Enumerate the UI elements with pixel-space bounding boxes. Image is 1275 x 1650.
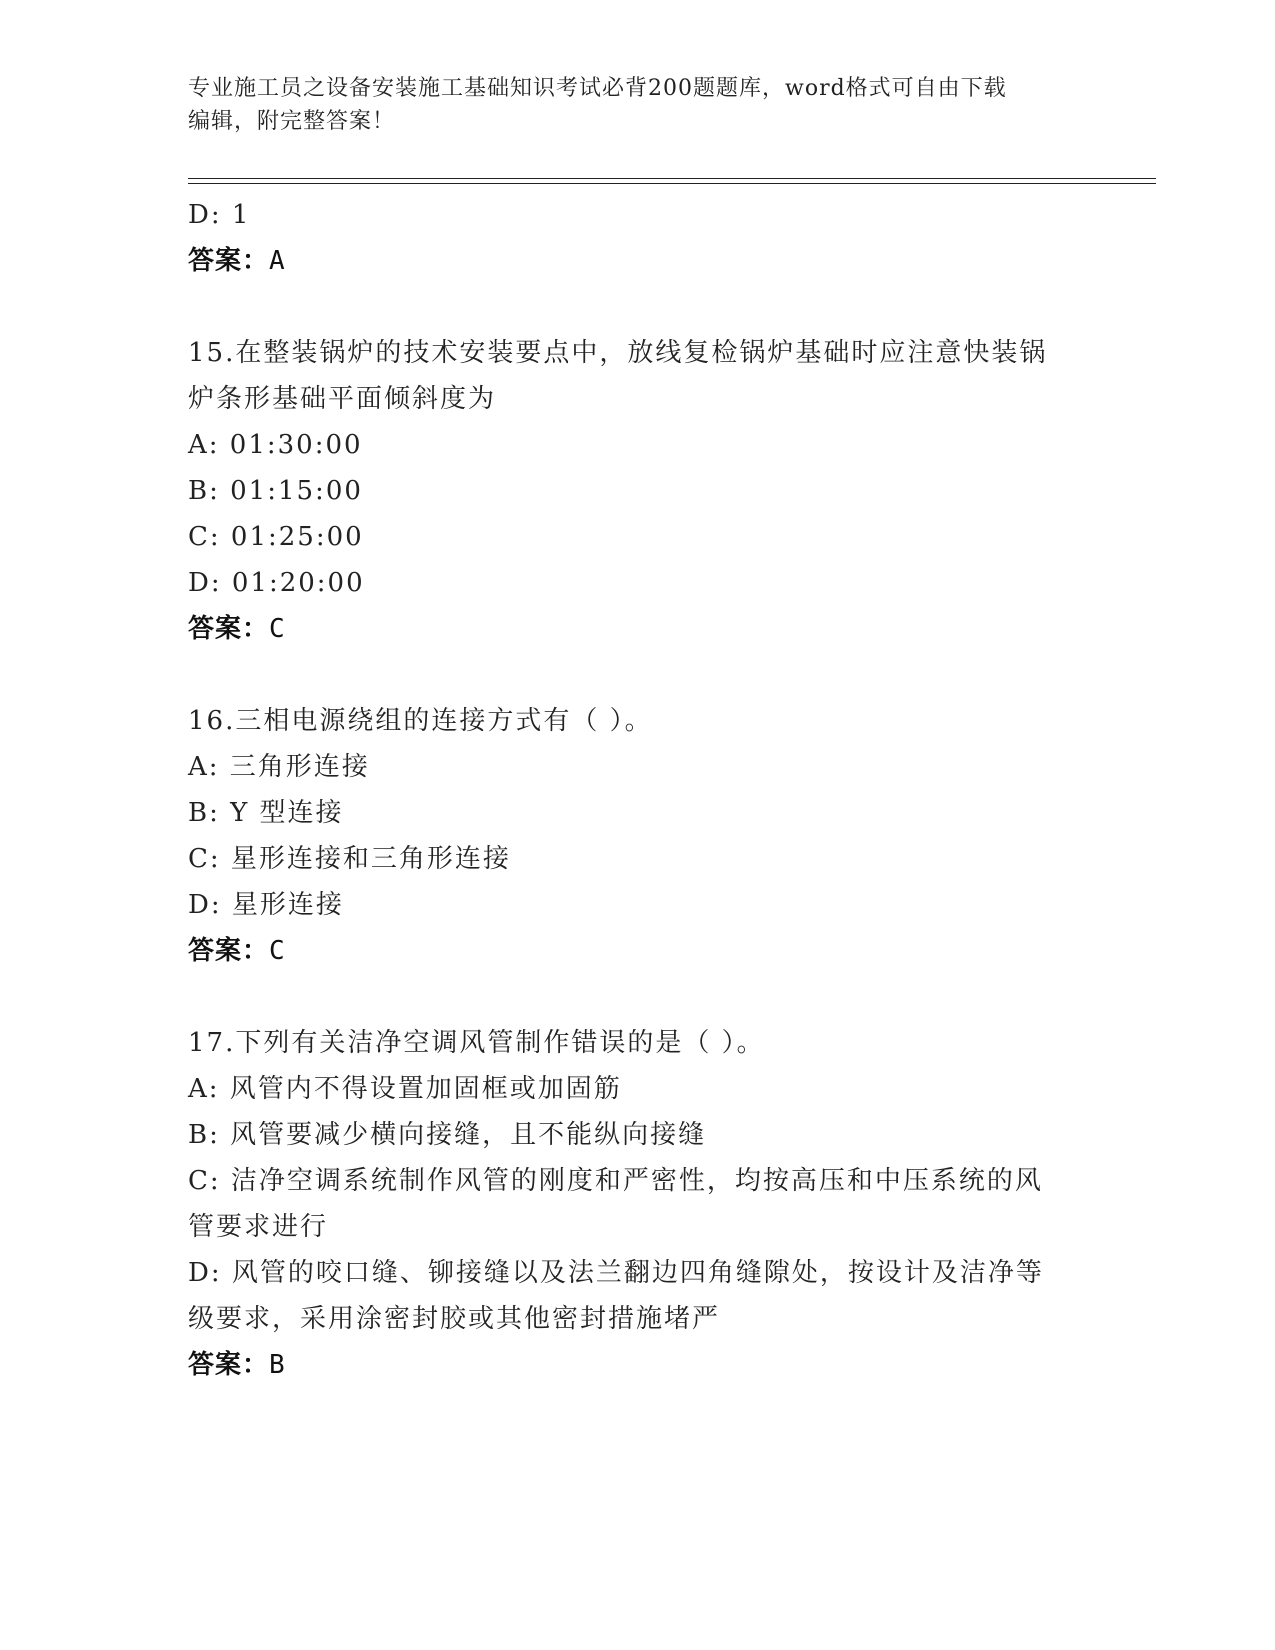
question-stem: 16.三相电源绕组的连接方式有（ ）。	[188, 706, 653, 736]
header-line-2: 编辑，附完整答案！	[188, 109, 396, 134]
spacer	[188, 284, 1088, 330]
answer-label: 答案：	[188, 936, 270, 966]
option-d: D: 风管的咬口缝、铆接缝以及法兰翻边四角缝隙处，按设计及洁净等	[188, 1258, 1044, 1288]
option-b: B: Y 型连接	[188, 798, 344, 828]
answer-line	[188, 1342, 1088, 1388]
answer-line	[188, 238, 1088, 284]
option-d: D: 星形连接	[188, 890, 344, 920]
answer-label: 答案：	[188, 614, 270, 644]
answer-value: A	[269, 246, 286, 276]
option-c-cont: 管要求进行	[188, 1212, 329, 1242]
option-d: D: 1	[188, 200, 251, 230]
header-line-1: 专业施工员之设备安装施工基础知识考试必背200题题库，word格式可自由下载	[188, 76, 1007, 101]
header-divider-bottom	[188, 183, 1156, 184]
question-15	[188, 330, 1088, 652]
question-stem-cont: 炉条形基础平面倾斜度为	[188, 384, 497, 414]
option-c: C: 星形连接和三角形连接	[188, 844, 511, 874]
answer-line	[188, 928, 1088, 974]
option-b: B: 01:15:00	[188, 476, 363, 506]
page-header	[188, 72, 1088, 138]
answer-label: 答案：	[188, 246, 270, 276]
option-c: C: 洁净空调系统制作风管的刚度和严密性，均按高压和中压系统的风	[188, 1166, 1043, 1196]
answer-value: B	[269, 1350, 286, 1380]
question-17	[188, 1020, 1088, 1388]
option-b: B: 风管要减少横向接缝，且不能纵向接缝	[188, 1120, 707, 1150]
spacer	[188, 974, 1088, 1020]
question-stem: 15.在整装锅炉的技术安装要点中，放线复检锅炉基础时应注意快装锅	[188, 338, 1048, 368]
option-a: A: 三角形连接	[188, 752, 370, 782]
option-c: C: 01:25:00	[188, 522, 364, 552]
header-divider-top	[188, 178, 1156, 179]
option-a: A: 01:30:00	[188, 430, 363, 460]
question-stem: 17.下列有关洁净空调风管制作错误的是（ ）。	[188, 1028, 765, 1058]
answer-label: 答案：	[188, 1350, 270, 1380]
option-a: A: 风管内不得设置加固框或加固筋	[188, 1074, 622, 1104]
answer-value: C	[269, 614, 286, 644]
option-d: D: 01:20:00	[188, 568, 365, 598]
answer-value: C	[269, 936, 286, 966]
spacer	[188, 652, 1088, 698]
answer-line	[188, 606, 1088, 652]
question-16	[188, 698, 1088, 974]
document-body	[188, 192, 1088, 1388]
option-d-cont: 级要求，采用涂密封胶或其他密封措施堵严	[188, 1304, 721, 1334]
